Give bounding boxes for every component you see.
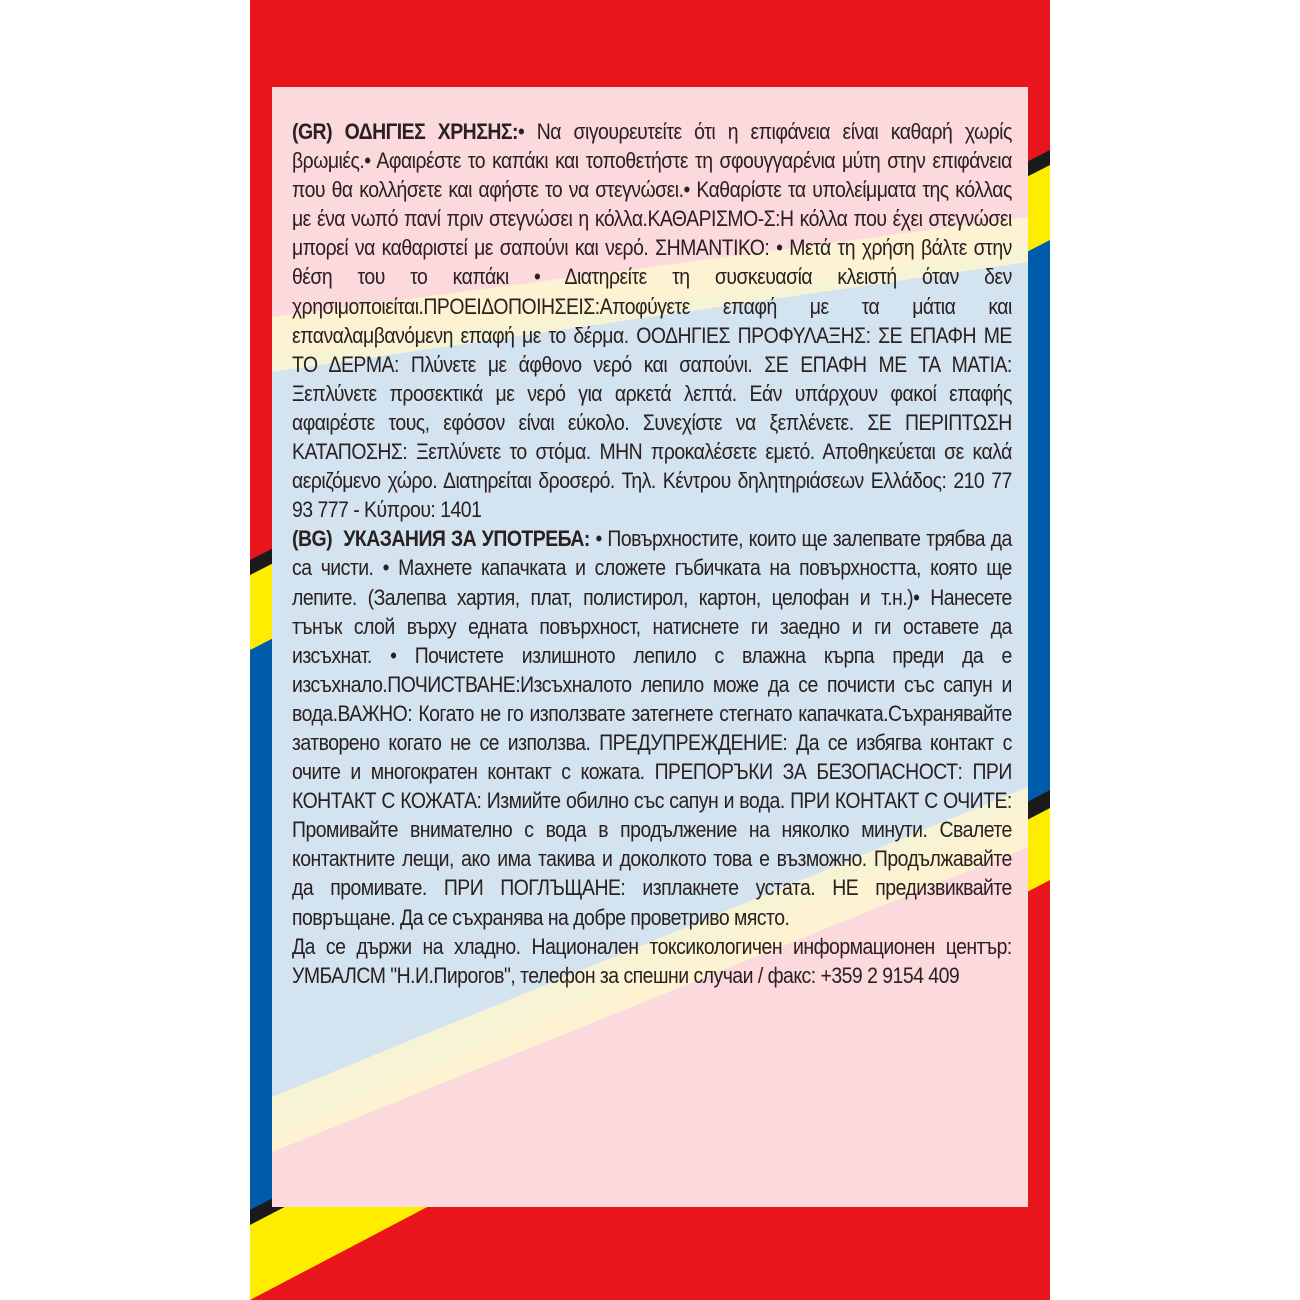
bg-language-tag: (BG) <box>292 526 333 552</box>
gr-section <box>292 117 1012 524</box>
bg-heading: УКАЗАНИЯ ЗА УПОТРЕБА: <box>343 526 590 552</box>
instructions-panel <box>272 87 1028 1207</box>
bg-section <box>292 524 1012 931</box>
bg-body: • Повърхностите, които ще залепвате трябва да са чисти. • Махнете капачката и сложете гъбичката на повърхността, която ще лепите. (Залепва хартия, плат, полистирол, картон, целофан и т.н.)• Нанесете тънък слой върху едната повърхност, натиснете ги заедно и ги оставете да изсъхнат. • Почистете излишното лепило с влажна кърпа преди да е изсъхнало.ПОЧИСТВАНЕ:Изсъхналото лепило може да се почисти със сапун и вода.ВАЖНО: Когато не го използвате затегнете стегнато капачката.Съхранявайте затворено когато не се използва. ПРЕДУПРЕЖДЕНИЕ: Да се избягва контакт с очите и многократен контакт с кожата. ПРЕПОРЪКИ ЗА БЕЗОПАСНОСТ: ПРИ КОНТАКТ С КОЖАТА: Измийте обилно със сапун и вода. ПРИ КОНТАКТ С ОЧИТЕ: Промивайте внимателно с вода в продължение на няколко минути. Свалете контактните лещи, ако има такива и доколкото това е възможно. Продължавайте да промивате. ПРИ ПОГЛЪЩАНЕ: изплакнете устата. НЕ предизвиквайте повръщане. Да се съхранява на добре проветриво място. <box>292 526 1012 930</box>
bg-footer: Да се държи на хладно. Национален токсикологичен информационен център: УМБАЛСМ "Н.И.Пирогов", телефон за спешни случаи / факс: +359 2 9154 409 <box>292 933 1012 988</box>
gr-language-tag: (GR) <box>292 119 333 144</box>
instructions-text <box>292 117 1012 990</box>
gr-heading: ΟΔΗΓΙΕΣ ΧΡΗΣΗΣ: <box>344 119 518 144</box>
label-background <box>250 0 1050 1300</box>
gr-body: • Να σιγουρευτείτε ότι η επιφάνεια είναι καθαρή χωρίς βρωμιές.• Αφαιρέστε το καπάκι και τοποθετήστε τη σφουγγαρένια μύτη στην επιφάνεια που θα κολλήσετε και αφήστε το να στεγνώσει.• Καθαρίστε τα υπολείμματα της κόλλας με ένα νωπό πανί πριν στεγνώσει η κόλλα.ΚΑΘΑΡΙΣΜΟ-Σ:Η κόλλα που έχει στεγνώσει μπορεί να καθαριστεί με σαπούνι και νερό. ΣΗΜΑΝΤΙΚΟ: • Μετά τη χρήση βάλτε στην θέση του το καπάκι • Διατηρείτε τη συσκευασία κλειστή όταν δεν χρησιμοποιείται.ΠΡΟΕΙΔΟΠΟΙΗΣΕΙΣ:Αποφύγετε επαφή με τα μάτια και επαναλαμβανόμενη επαφή με το δέρμα. ΟΟΔΗΓΙΕΣ ΠΡΟΦΥΛΑΞΗΣ: ΣΕ ΕΠΑΦΗ ΜΕ ΤΟ ΔΕΡΜΑ: Πλύνετε με άφθονο νερό και σαπούνι. ΣΕ ΕΠΑΦΗ ΜΕ ΤΑ ΜΑΤΙΑ: Ξεπλύνετε προσεκτικά με νερό για αρκετά λεπτά. Εάν υπάρχουν φακοί επαφής αφαιρέστε τους, εφόσον είναι εύκολο. Συνεχίστε να ξεπλένετε. ΣΕ ΠΕΡΙΠΤΩΣΗ ΚΑΤΑΠΟΣΗΣ: Ξεπλύνετε το στόμα. ΜΗΝ προκαλέσετε εμετό. Αποθηκεύεται σε καλά αεριζόμενο χώρο. Διατηρείται δροσερό. Τηλ. Κέντρου δηλητηριάσεων Ελλάδος: 210 77 93 777 - Κύπρου: 1401 <box>292 119 1012 523</box>
